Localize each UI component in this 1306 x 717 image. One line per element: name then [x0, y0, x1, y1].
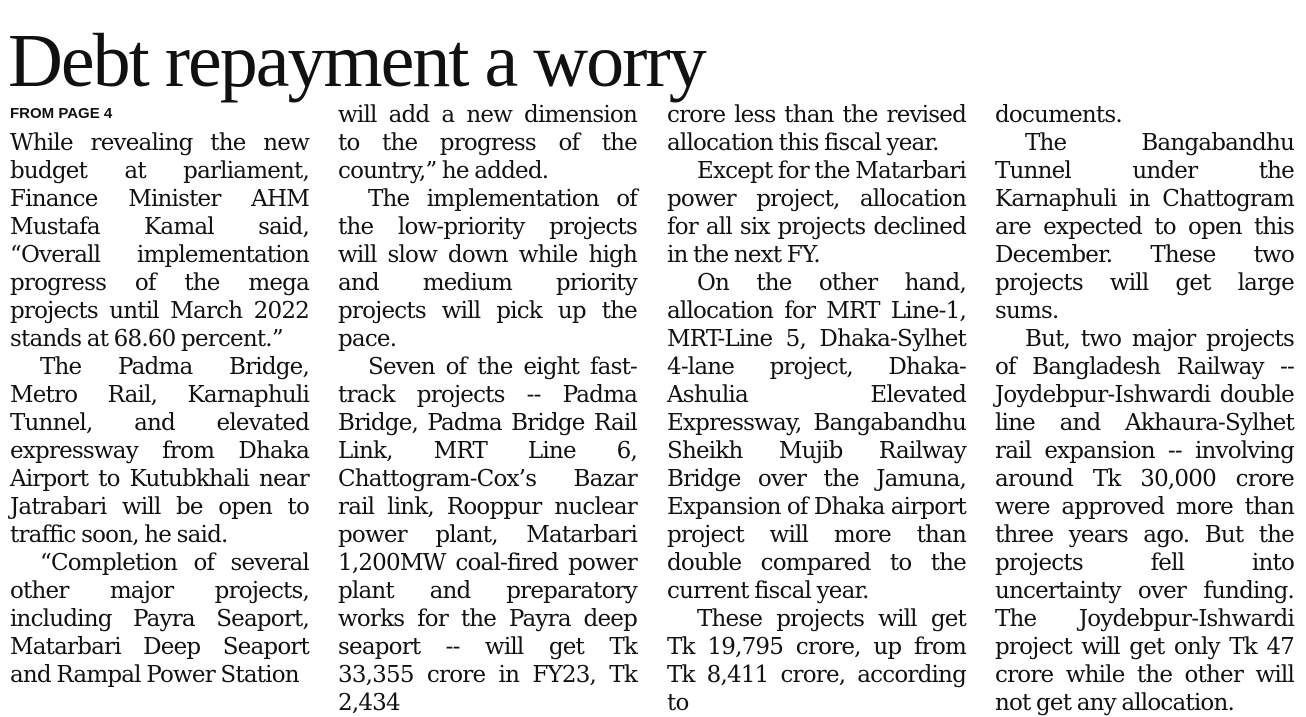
article-column-3 [667, 101, 966, 717]
article-column-1 [10, 101, 309, 689]
article-column-2 [338, 101, 637, 717]
paragraph: The Bangabandhu Tunnel under the Karnaphuli in Chattogram are expected to open this December. These two projects will get large sums. [995, 130, 1294, 324]
continuation-kicker: FROM PAGE 4 [10, 105, 113, 122]
paragraph-continued: crore less than the revised allocation this fiscal year. [667, 102, 966, 156]
paragraph: Except for the Matarbari power project, allocation for all six projects declined in the next FY. [667, 158, 966, 268]
paragraph-continued: documents. [995, 102, 1122, 128]
paragraph: “Completion of several other major projects, including Payra Seaport, Matarbari Deep Seaport and Rampal Power Station [10, 550, 309, 688]
paragraph: These projects will get Tk 19,795 crore, up from Tk 8,411 crore, according to [667, 606, 966, 716]
paragraph: The implementation of the low-priority projects will slow down while high and medium priority projects will pick up the pace. [338, 186, 637, 352]
paragraph: On the other hand, allocation for MRT Line-1, MRT-Line 5, Dhaka-Sylhet 4-lane project, Dhaka-Ashulia Elevated Expressway, Bangabandhu Sheikh Mujib Railway Bridge over the Jamuna, Expansion of Dhaka airport project will more than double compared to the current fiscal year. [667, 270, 966, 604]
paragraph-continued: will add a new dimension to the progress of the country,” he added. [338, 102, 637, 184]
paragraph: The Padma Bridge, Metro Rail, Karnaphuli Tunnel, and elevated expressway from Dhaka Airport to Kutubkhali near Jatrabari will be open to traffic soon, he said. [10, 354, 309, 548]
article-column-4 [995, 101, 1294, 717]
paragraph: But, two major projects of Bangladesh Railway -- Joydebpur-Ishwardi double line and Akhaura-Sylhet rail expansion -- involving around Tk 30,000 crore were approved more than three years ago. But the projects fell into uncertainty over funding. The Joydebpur-Ishwardi project will get only Tk 47 crore while the other will not get any allocation. [995, 326, 1294, 716]
headline: Debt repayment a worry [8, 19, 705, 103]
paragraph: While revealing the new budget at parliament, Finance Minister AHM Mustafa Kamal said, “Overall implementation progress of the mega projects until March 2022 stands at 68.60 percent.” [10, 130, 309, 352]
paragraph: Seven of the eight fast-track projects -- Padma Bridge, Padma Bridge Rail Link, MRT Line 6, Chattogram-Cox’s Bazar rail link, Rooppur nuclear power plant, Matarbari 1,200MW coal-fired power plant and preparatory works for the Payra deep seaport -- will get Tk 33,355 crore in FY23, Tk 2,434 [338, 354, 637, 716]
